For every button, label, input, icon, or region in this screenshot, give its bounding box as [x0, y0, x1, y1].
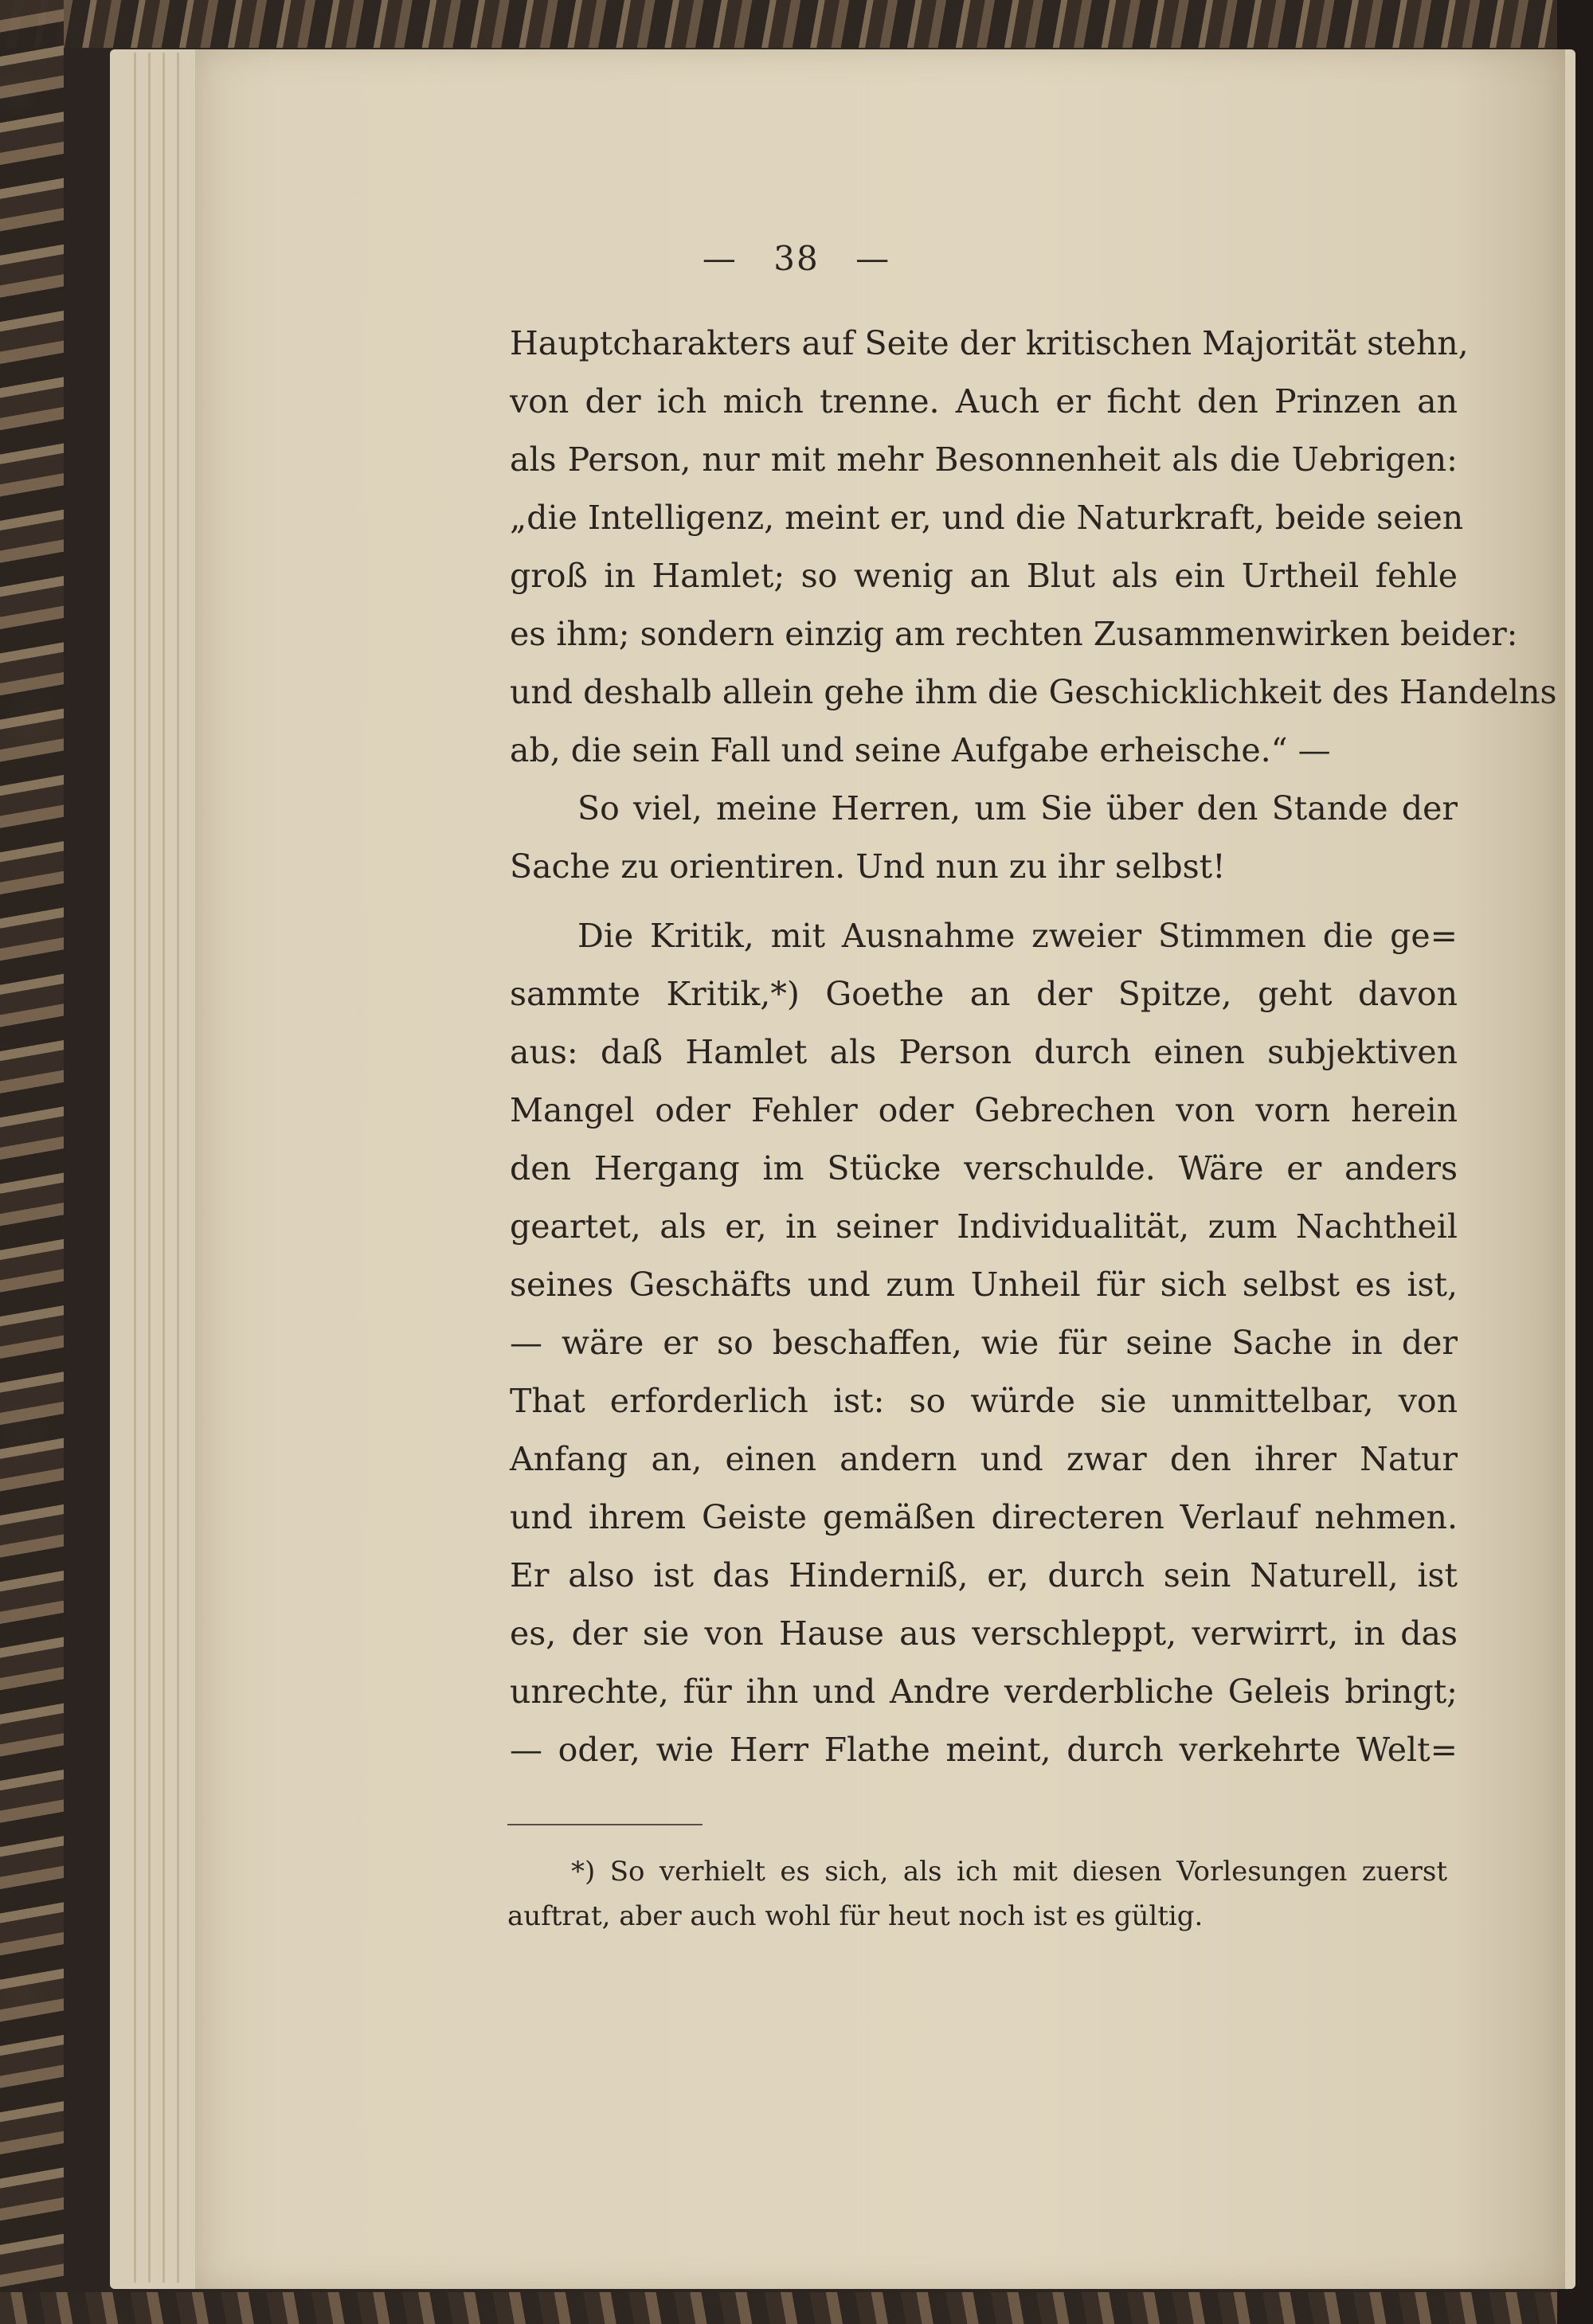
- text-line: von der ich mich trenne. Auch er ficht den Prinzen an: [510, 382, 1458, 421]
- text-line: es ihm; sondern einzig am rechten Zusammenwirken beider:: [510, 615, 1518, 653]
- text-line: Hauptcharakters auf Seite der kritischen Majorität stehn,: [510, 324, 1469, 362]
- text-line: „die Intelligenz, meint er, und die Naturkraft, beide seien: [510, 499, 1464, 537]
- text-line: und ihrem Geiste gemäßen directeren Verlauf nehmen.: [510, 1498, 1458, 1536]
- header-dash-right: —: [855, 239, 891, 278]
- text-line: Die Kritik, mit Ausnahme zweier Stimmen die ge=: [577, 917, 1458, 955]
- text-line: sammte Kritik,*) Goethe an der Spitze, geht davon: [510, 975, 1458, 1013]
- text-line: seines Geschäfts und zum Unheil für sich selbst es ist,: [510, 1266, 1458, 1304]
- text-line: und deshalb allein gehe ihm die Geschicklichkeit des Handelns: [510, 673, 1557, 711]
- page-edge-line: [177, 53, 179, 2283]
- text-line: Er also ist das Hinderniß, er, durch sein Naturell, ist: [510, 1556, 1458, 1594]
- cover-marbled-bottom: [0, 2292, 1593, 2324]
- text-line: als Person, nur mit mehr Besonnenheit als die Uebrigen:: [510, 440, 1458, 479]
- text-line: So viel, meine Herren, um Sie über den Stande der: [577, 789, 1458, 827]
- text-line: That erforderlich ist: so würde sie unmittelbar, von: [510, 1382, 1458, 1420]
- paragraph-gap: [510, 896, 1458, 907]
- header-dash-left: —: [702, 239, 738, 278]
- text-line: es, der sie von Hause aus verschleppt, verwirrt, in das: [510, 1614, 1458, 1653]
- cover-marbled-left: [0, 0, 64, 2324]
- footnote-rule: [507, 1824, 703, 1825]
- text-line: groß in Hamlet; so wenig an Blut als ein Urtheil fehle: [510, 557, 1458, 595]
- text-line: ab, die sein Fall und seine Aufgabe erheische.“ —: [510, 731, 1331, 769]
- page-edge-line: [148, 53, 151, 2283]
- text-line: — oder, wie Herr Flathe meint, durch verkehrte Welt=: [510, 1731, 1458, 1769]
- footnote-line: auftrat, aber auch wohl für heut noch ist es gültig.: [507, 1900, 1204, 1932]
- cover-marbled-top: [0, 0, 1593, 48]
- body-text: [510, 315, 1557, 1779]
- text-line: Sache zu orientiren. Und nun zu ihr selbst!: [510, 847, 1226, 886]
- page-header: [0, 239, 1593, 278]
- text-line: — wäre er so beschaffen, wie für seine Sache in der: [510, 1324, 1458, 1362]
- text-line: Anfang an, einen andern und zwar den ihrer Natur: [510, 1440, 1458, 1478]
- text-line: unrechte, für ihn und Andre verderbliche Geleis bringt;: [510, 1673, 1458, 1711]
- footnote-line: *) So verhielt es sich, als ich mit diesen Vorlesungen zuerst: [571, 1856, 1447, 1888]
- page-number: 38: [773, 239, 820, 278]
- footnote: [507, 1849, 1447, 1939]
- page-edge-line: [162, 53, 165, 2283]
- text-line: Mangel oder Fehler oder Gebrechen von vorn herein: [510, 1091, 1458, 1129]
- text-line: den Hergang im Stücke verschulde. Wäre er anders: [510, 1149, 1458, 1187]
- text-line: geartet, als er, in seiner Individualität, zum Nachtheil: [510, 1207, 1458, 1246]
- page-edge-line: [134, 53, 136, 2283]
- text-line: aus: daß Hamlet als Person durch einen subjektiven: [510, 1033, 1458, 1071]
